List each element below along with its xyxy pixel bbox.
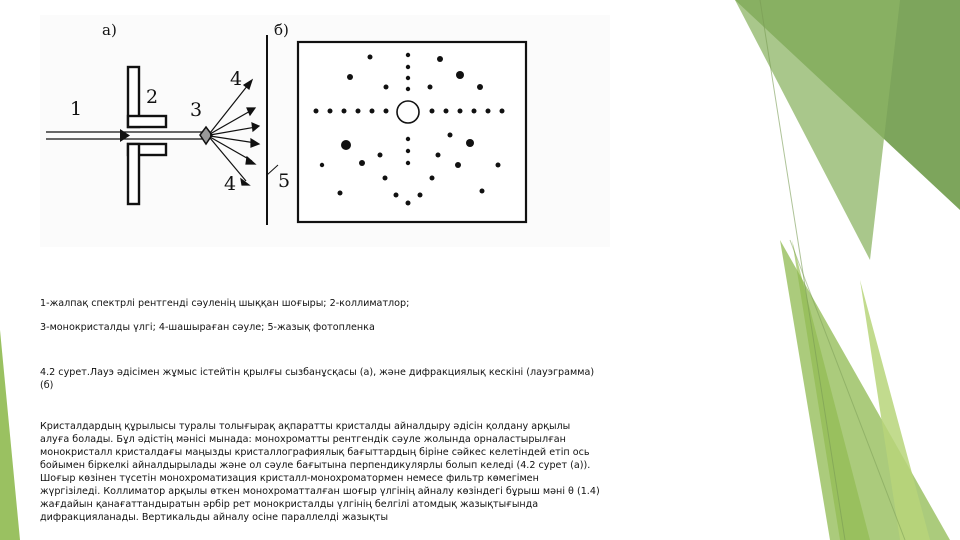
label-4-bottom: 4	[224, 173, 237, 195]
figure-caption: 4.2 сурет.Лауэ әдісімен жұмыс істейтін қрылғы сызбанұсқасы (а), және дифракциялық кескіні (лауэграмма) (б)	[40, 367, 595, 391]
deco-triangle-right-mid	[735, 0, 900, 260]
lauegram-center	[397, 101, 419, 123]
collimator-top-horizontal	[128, 116, 166, 127]
label-4-top: 4	[230, 68, 243, 90]
label-3: 3	[190, 99, 203, 121]
legend-line-1: 1-жалпақ спектрлі рентгенді сәуленің шыққан шоғыры; 2-коллиматлор;	[40, 298, 410, 309]
label-5: 5	[278, 170, 291, 192]
panel-a-label: а)	[102, 21, 117, 39]
panel-b-label: б)	[274, 21, 289, 39]
lauegram-frame	[298, 42, 526, 222]
deco-triangle-right-bottom	[780, 240, 950, 540]
label-2: 2	[146, 86, 159, 108]
deco-triangle-left	[0, 330, 20, 540]
label-1: 1	[70, 98, 83, 120]
laue-method-figure	[40, 15, 610, 247]
body-paragraph: Кристалдардың құрылысы туралы толығырақ ақпаратты кристалды айналдыру әдісін қолдану арқылы алуға болады. Бұл әдістің мәнісі мынада: монохроматты рентгендік сәуле жолында орналастырылған монокристалл кристалдағы маңызды кристаллографиялық бағыттардың біріне сәйкес келетіндей етіп ось бойымен біркелкі айналдырылады және ол сәуле бағытына перпендикулярлы болып келеді (4.2 сурет (а)). Шоғыр көзінен түсетін монохроматизация кристалл-монохроматормен немесе фильтр көмегімен жүргізіледі. Коллиматор арқылы өткен монохроматталған шоғыр үлгінің айналу көзіндегі бұрыш мәні θ (1.4) жағдайын қанағаттандыратын әрбір рет монокристалды үлгінің белгілі атомдық жазықтығында дифракцияланады. Вертикальды айналу осіне параллелді жазықты	[40, 421, 600, 523]
collimator-bottom-vertical	[128, 144, 139, 204]
legend-line-2: 3-монокристалды үлгі; 4-шашыраған сәуле; 5-жазық фотопленка	[40, 322, 375, 333]
